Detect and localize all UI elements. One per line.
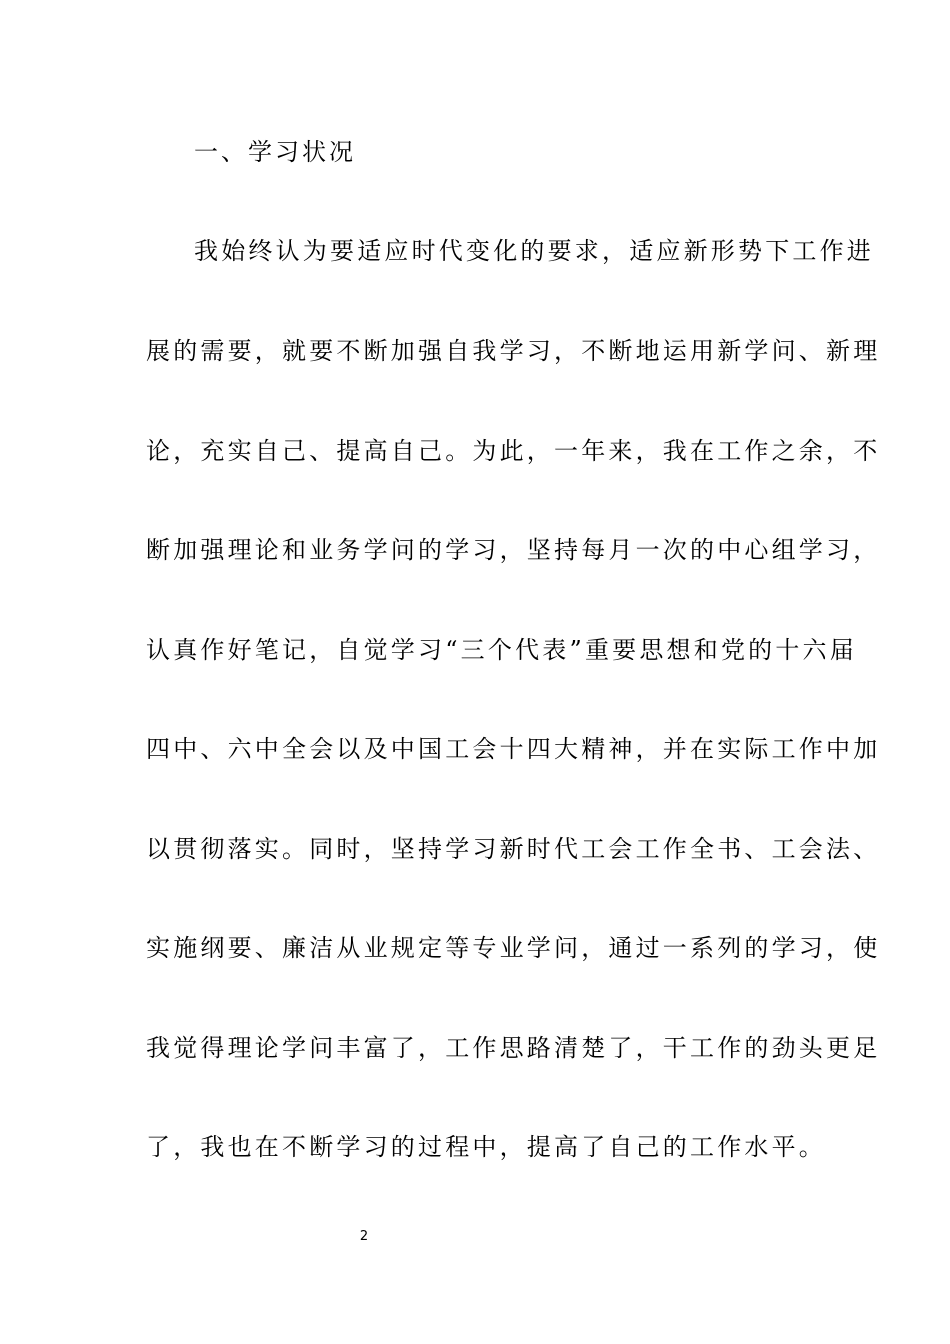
page-number: 2 (359, 1229, 369, 1244)
paragraph-line: 我始终认为要适应时代变化的要求，适应新形势下工作进 (194, 237, 874, 265)
paragraph-line: 认真作好笔记，自觉学习“三个代表”重要思想和党的十六届 (146, 636, 857, 664)
paragraph-line: 实施纲要、廉洁从业规定等专业学问，通过一系列的学习，使 (146, 934, 881, 962)
paragraph-line: 以贯彻落实。同时，坚持学习新时代工会工作全书、工会法、 (146, 835, 881, 863)
paragraph-line: 展的需要，就要不断加强自我学习，不断地运用新学问、新理 (146, 337, 881, 365)
paragraph-line: 论，充实自己、提高自己。为此，一年来，我在工作之余，不 (146, 437, 881, 465)
section-heading: 一、学习状况 (194, 138, 356, 166)
paragraph-line: 了，我也在不断学习的过程中，提高了自己的工作水平。 (146, 1133, 826, 1161)
paragraph-line: 四中、六中全会以及中国工会十四大精神，并在实际工作中加 (146, 735, 881, 763)
paragraph-line: 我觉得理论学问丰富了，工作思路清楚了，干工作的劲头更足 (146, 1034, 881, 1062)
paragraph-line: 断加强理论和业务学问的学习，坚持每月一次的中心组学习， (146, 536, 881, 564)
